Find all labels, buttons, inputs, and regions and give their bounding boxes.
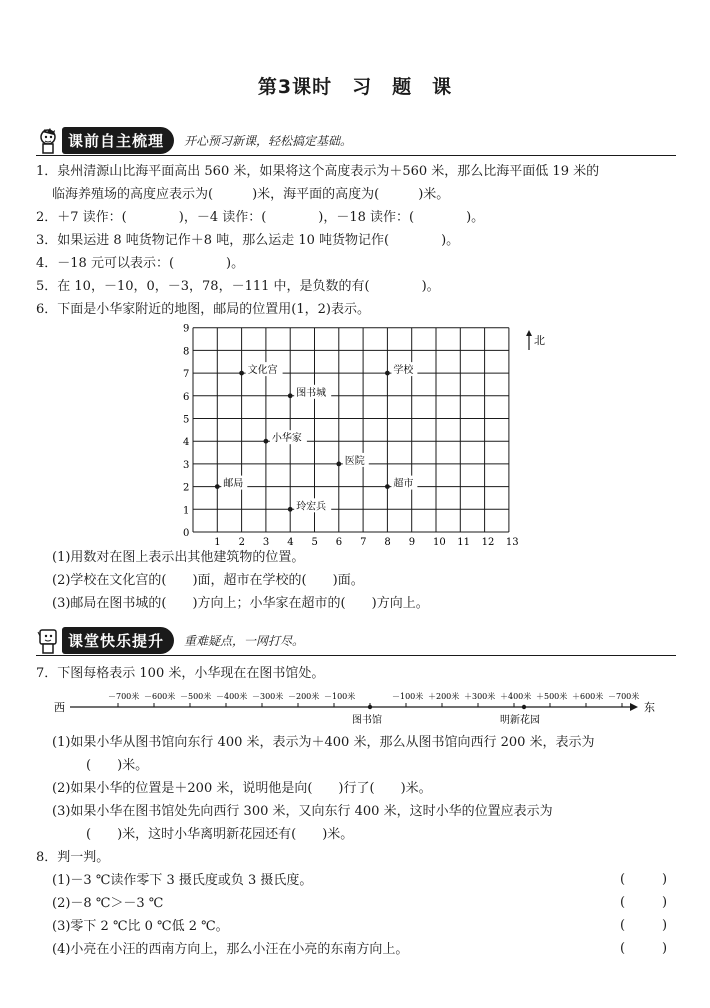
number-line-label: －100米 bbox=[324, 692, 356, 701]
section-label: 课前自主梳理 bbox=[62, 127, 174, 154]
judge-item-2: (2)－8 ℃＞－3 ℃ bbox=[52, 896, 164, 911]
question-6-sub2: (2)学校在文化宫的( )面，超市在学校的( )面。 bbox=[52, 573, 364, 588]
question-7-stem: 7．下图每格表示 100 米，小华现在在图书馆处。 bbox=[36, 666, 325, 681]
y-tick-label: 1 bbox=[183, 505, 190, 517]
number-line-label: －200米 bbox=[288, 692, 320, 701]
number-line-label: ＋600米 bbox=[572, 692, 604, 701]
section-banner-practice bbox=[36, 624, 304, 654]
x-tick-label: 12 bbox=[481, 537, 495, 548]
question-6-stem: 6．下面是小华家附近的地图，邮局的位置用(1，2)表示。 bbox=[36, 302, 370, 317]
x-tick-label: 10 bbox=[433, 537, 446, 548]
y-tick-label: 3 bbox=[183, 459, 190, 471]
question-2: 2．＋7 读作：( )，－4 读作：( )，－18 读作：( )。 bbox=[36, 210, 485, 225]
distance-number-line bbox=[52, 686, 662, 726]
y-tick-label: 8 bbox=[183, 346, 190, 358]
page-title: 第3课时 习 题 课 bbox=[257, 76, 453, 98]
number-line-label: ＋400米 bbox=[500, 692, 532, 701]
x-tick-label: 7 bbox=[360, 537, 367, 548]
location-label: 小华家 bbox=[271, 433, 302, 445]
judge-item-4: (4)小亮在小汪的西南方向上，那么小汪在小亮的东南方向上。 bbox=[52, 942, 409, 957]
mascot-icon bbox=[36, 128, 60, 154]
x-tick-label: 13 bbox=[505, 537, 519, 548]
question-1-line2: 临海养殖场的高度应表示为( )米，海平面的高度为( )米。 bbox=[52, 187, 450, 202]
question-6-sub3: (3)邮局在图书城的( )方向上；小华家在超市的( )方向上。 bbox=[52, 596, 429, 611]
judge-item-3: (3)零下 2 ℃比 0 ℃低 2 ℃。 bbox=[52, 919, 229, 934]
y-tick-label: 9 bbox=[183, 323, 190, 335]
location-point bbox=[239, 371, 244, 376]
question-1-line1: 1．泉州清源山比海平面高出 560 米，如果将这个高度表示为＋560 米，那么比海平面低 19 米的 bbox=[36, 164, 600, 179]
location-label: 邮局 bbox=[223, 478, 244, 490]
y-tick-label: 5 bbox=[183, 414, 190, 426]
y-tick-label: 4 bbox=[183, 437, 190, 449]
section-banner-preview bbox=[36, 124, 352, 154]
location-point bbox=[336, 462, 341, 467]
number-line-label: －600米 bbox=[144, 692, 176, 701]
question-4: 4．－18 元可以表示：( )。 bbox=[36, 256, 245, 271]
question-7-sub3b: ( )米，这时小华离明新花园还有( )米。 bbox=[86, 827, 354, 842]
answer-bracket-3[interactable]: ( ) bbox=[620, 918, 668, 933]
number-line-label: －700米 bbox=[108, 692, 140, 701]
question-3: 3．如果运进 8 吨货物记作＋8 吨，那么运走 10 吨货物记作( )。 bbox=[36, 233, 460, 248]
x-tick-label: 9 bbox=[408, 537, 416, 548]
divider bbox=[36, 155, 676, 156]
location-label: 文化宫 bbox=[247, 365, 278, 377]
number-line-label: ＋200米 bbox=[428, 692, 460, 701]
x-tick-label: 4 bbox=[287, 537, 294, 548]
location-point bbox=[215, 484, 220, 489]
location-grid-chart bbox=[168, 318, 568, 548]
location-point bbox=[385, 484, 390, 489]
question-7-sub2: (2)如果小华的位置是＋200 米，说明他是向( )行了( )米。 bbox=[52, 781, 432, 796]
section-slogan: 开心预习新课，轻松搞定基础。 bbox=[184, 134, 353, 148]
garden-label: 明新花园 bbox=[500, 715, 540, 726]
y-tick-label: 2 bbox=[183, 482, 190, 494]
north-label: 北 bbox=[534, 334, 545, 347]
question-7-sub3a: (3)如果小华在图书馆处先向西行 300 米，又向东行 400 米，这时小华的位置应表示为 bbox=[52, 804, 553, 819]
location-label: 医院 bbox=[344, 455, 365, 467]
location-point bbox=[264, 439, 269, 444]
number-line-label: －100米 bbox=[392, 692, 424, 701]
number-line-label: －300米 bbox=[252, 692, 284, 701]
location-point bbox=[288, 507, 293, 512]
x-tick-label: 11 bbox=[457, 537, 471, 548]
section-label: 课堂快乐提升 bbox=[62, 627, 174, 654]
number-line-label: ＋500米 bbox=[536, 692, 568, 701]
x-tick-label: 5 bbox=[311, 537, 318, 548]
number-line-label: －500米 bbox=[180, 692, 212, 701]
location-point bbox=[288, 393, 293, 398]
library-label: 图书馆 bbox=[352, 715, 382, 726]
answer-bracket-2[interactable]: ( ) bbox=[620, 895, 668, 910]
answer-bracket-4[interactable]: ( ) bbox=[620, 941, 668, 956]
divider bbox=[36, 655, 676, 656]
number-line-label: ＋300米 bbox=[464, 692, 496, 701]
location-point bbox=[385, 371, 390, 376]
question-7-sub1a: (1)如果小华从图书馆向东行 400 米，表示为＋400 米，那么从图书馆向西行 200 米，表示为 bbox=[52, 735, 595, 750]
west-label: 西 bbox=[54, 701, 65, 714]
location-label: 玲宏兵 bbox=[296, 501, 327, 513]
x-tick-label: 2 bbox=[238, 537, 245, 548]
y-tick-label: 0 bbox=[183, 528, 190, 539]
question-7-sub1b: ( )米。 bbox=[86, 758, 149, 773]
y-tick-label: 6 bbox=[183, 391, 190, 403]
north-arrow bbox=[526, 330, 545, 350]
judge-item-1: (1)－3 ℃读作零下 3 摄氏度或负 3 摄氏度。 bbox=[52, 873, 313, 888]
question-6-sub1: (1)用数对在图上表示出其他建筑物的位置。 bbox=[52, 550, 305, 565]
x-tick-label: 3 bbox=[262, 537, 270, 548]
x-tick-label: 6 bbox=[335, 537, 343, 548]
location-label: 图书城 bbox=[296, 387, 327, 399]
answer-bracket-1[interactable]: ( ) bbox=[620, 872, 668, 887]
location-label: 超市 bbox=[393, 478, 414, 490]
question-5: 5．在 10，－10，0，－3，78，－111 中，是负数的有( )。 bbox=[36, 279, 440, 294]
number-line-label: －400米 bbox=[216, 692, 248, 701]
section-slogan: 重难疑点，一网打尽。 bbox=[184, 634, 305, 648]
question-8-stem: 8．判一判。 bbox=[36, 850, 110, 865]
x-tick-label: 1 bbox=[214, 537, 221, 548]
x-tick-label: 8 bbox=[384, 537, 391, 548]
y-tick-label: 7 bbox=[183, 369, 190, 381]
location-label: 学校 bbox=[393, 365, 414, 377]
east-label: 东 bbox=[644, 701, 655, 714]
mascot-icon bbox=[36, 628, 60, 654]
number-line-label: －700米 bbox=[608, 692, 640, 701]
